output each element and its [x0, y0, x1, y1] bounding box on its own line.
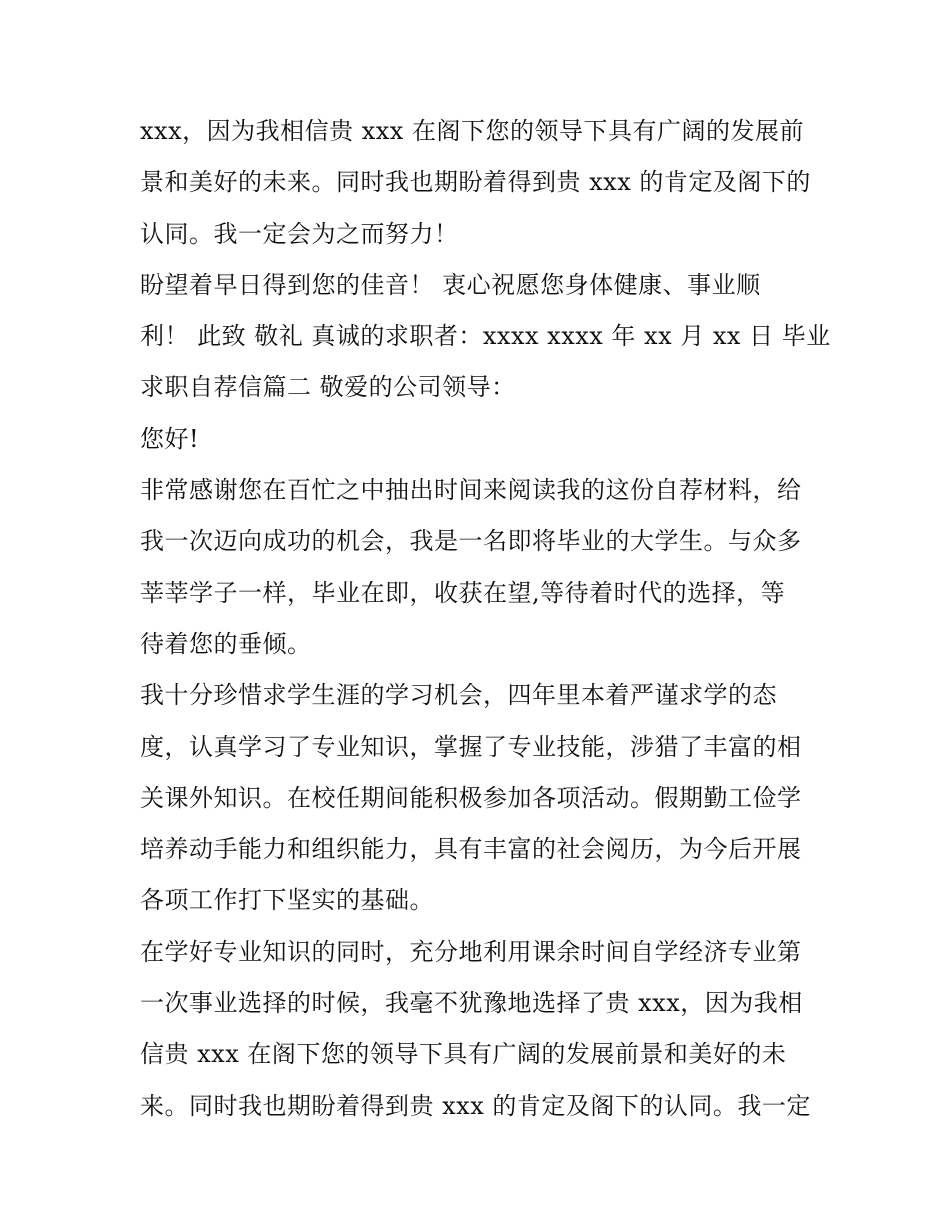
- text-line-2: 景和美好的未来。同时我也期盼着得到贵 xxx 的肯定及阁下的: [140, 168, 811, 197]
- text-line-3: 认同。我一定会为之而努力！: [140, 219, 459, 248]
- document-body: [140, 106, 831, 1132]
- text-line-4: 盼望着早日得到您的佳音！ 衷心祝愿您身体健康、事业顺: [140, 270, 761, 299]
- text-line-8: 非常感谢您在百忙之中抽出时间来阅读我的这份自荐材料，给: [140, 476, 802, 505]
- text-line-18: 一次事业选择的时候，我毫不犹豫地选择了贵 xxx，因为我相: [140, 989, 803, 1018]
- text-line-5: 利！ 此致 敬礼 真诚的求职者：xxxx xxxx 年 xx 月 xx 日 毕业: [140, 322, 831, 351]
- text-line-11: 待着您的垂倾。: [140, 629, 312, 658]
- text-line-14: 关课外知识。在校任期间能积极参加各项活动。假期勤工俭学: [140, 783, 802, 812]
- text-line-20: 来。同时我也期盼着得到贵 xxx 的肯定及阁下的认同。我一定: [140, 1091, 811, 1120]
- text-line-10: 莘莘学子一样，毕业在即，收获在望,等待着时代的选择，等: [140, 578, 786, 607]
- text-line-12: 我十分珍惜求学生涯的学习机会，四年里本着严谨求学的态: [140, 681, 777, 710]
- text-line-17: 在学好专业知识的同时，充分地利用课余时间自学经济专业第: [140, 937, 802, 966]
- text-line-13: 度，认真学习了专业知识，掌握了专业技能，涉猎了丰富的相: [140, 732, 802, 761]
- text-line-16: 各项工作打下坚实的基础。: [140, 886, 434, 915]
- text-line-7: 您好!: [140, 424, 200, 453]
- text-line-1: xxx，因为我相信贵 xxx 在阁下您的领导下具有广阔的发展前: [140, 117, 804, 145]
- text-line-9: 我一次迈向成功的机会，我是一名即将毕业的大学生。与众多: [140, 527, 802, 556]
- text-line-6: 求职自荐信篇二 敬爱的公司领导：: [140, 373, 516, 402]
- text-line-15: 培养动手能力和组织能力，具有丰富的社会阅历，为今后开展: [140, 835, 802, 864]
- text-line-19: 信贵 xxx 在阁下您的领导下具有广阔的发展前景和美好的未: [140, 1040, 787, 1069]
